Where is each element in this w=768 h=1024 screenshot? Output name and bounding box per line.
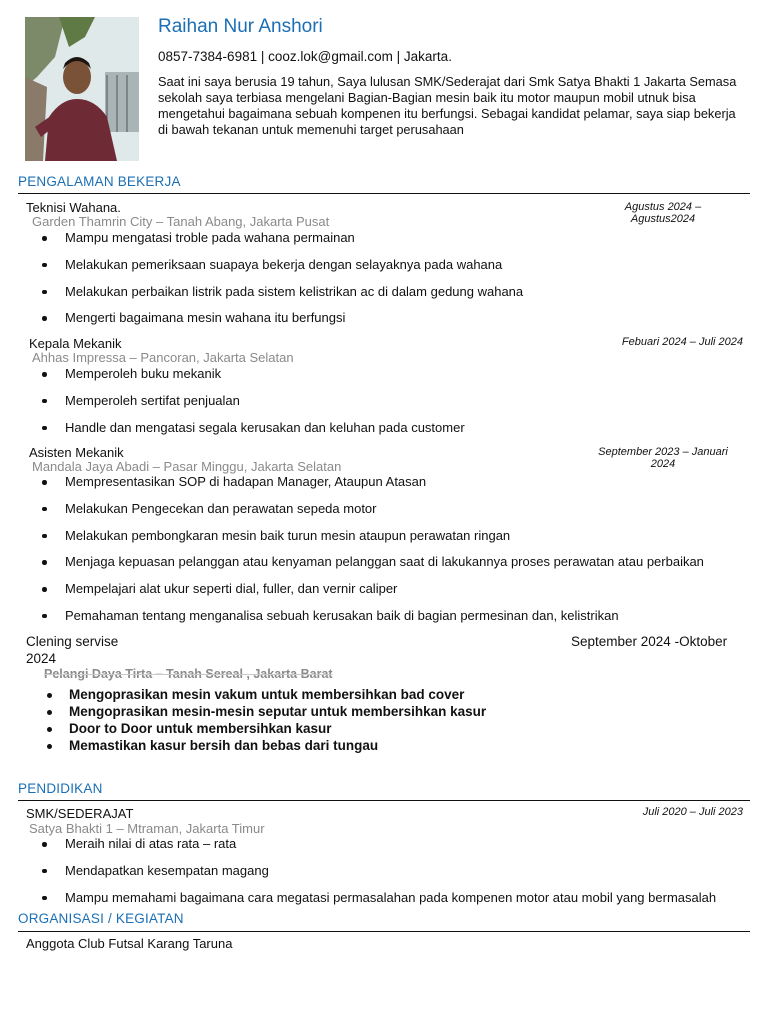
list-item: Menjaga kepuasan pelanggan atau kenyaman pelanggan saat di lakukannya proses perawatan atau perbaikan <box>30 554 755 581</box>
city: Jakarta <box>403 49 449 64</box>
list-item: Mengoprasikan mesin vakum untuk membersihkan bad cover <box>36 687 486 704</box>
job-company: Garden Thamrin City – Tanah Abang, Jakarta Pusat <box>32 214 330 229</box>
separator: | <box>260 49 269 64</box>
education-title: SMK/SEDERAJAT <box>26 806 134 821</box>
job-title: Asisten Mekanik <box>29 445 124 460</box>
list-item: Mengerti bagaimana mesin wahana itu berfungsi <box>30 310 755 337</box>
section-title-education: PENDIDIKAN <box>18 781 103 796</box>
organization-item: Anggota Club Futsal Karang Taruna <box>26 936 233 951</box>
job-date: September 2023 – Januari 2024 <box>598 446 728 470</box>
list-item: Mampu memahami bagaimana cara megatasi permasalahan pada kompenen motor atau mobil yang bermasalah <box>30 890 755 917</box>
list-item: Meraih nilai di atas rata – rata <box>30 836 755 863</box>
section-divider <box>18 193 750 194</box>
job-title: Teknisi Wahana. <box>26 200 121 215</box>
list-item: Memperoleh buku mekanik <box>30 366 755 393</box>
list-item: Melakukan pembongkaran mesin baik turun mesin ataupun perawatan ringan <box>30 528 755 555</box>
list-item: Memastikan kasur bersih dan bebas dari tungau <box>36 738 486 755</box>
job-bullets <box>30 230 755 337</box>
list-item: Door to Door untuk membersihkan kasur <box>36 721 486 738</box>
list-item: Mampu mengatasi troble pada wahana permainan <box>30 230 755 257</box>
list-item: Handle dan mengatasi segala kerusakan dan keluhan pada customer <box>30 420 755 447</box>
job-company: Mandala Jaya Abadi – Pasar Minggu, Jakarta Selatan <box>32 459 342 474</box>
job-date: Agustus 2024 – Agustus2024 <box>624 201 702 225</box>
job-date: Febuari 2024 – Juli 2024 <box>621 336 743 348</box>
list-item: Pemahaman tentang menganalisa sebuah kerusakan baik di bagian permesinan dan, kelistrikan <box>30 608 755 635</box>
job-bullets <box>30 474 755 635</box>
section-title-organization: ORGANISASI / KEGIATAN <box>18 911 184 926</box>
email-address: cooz.lok@gmail.com <box>268 49 393 64</box>
section-divider <box>18 931 750 932</box>
list-item: Melakukan Pengecekan dan perawatan sepeda motor <box>30 501 755 528</box>
education-bullets <box>30 836 755 916</box>
job-date-continued: 2024 <box>26 651 57 666</box>
list-item: Mempresentasikan SOP di hadapan Manager, Ataupun Atasan <box>30 474 755 501</box>
section-title-experience: PENGALAMAN BEKERJA <box>18 174 181 189</box>
job-title: Kepala Mekanik <box>29 336 122 351</box>
list-item: Mempelajari alat ukur seperti dial, fuller, dan vernir caliper <box>30 581 755 608</box>
list-item: Mengoprasikan mesin-mesin seputar untuk membersihkan kasur <box>36 704 486 721</box>
job-bullets <box>30 366 755 446</box>
job-date: September 2024 -Oktober <box>571 634 728 649</box>
list-item: Melakukan perbaikan listrik pada sistem kelistrikan ac di dalam gedung wahana <box>30 284 755 311</box>
job-bullets <box>36 687 486 755</box>
education-school: Satya Bhakti 1 – Mtraman, Jakarta Timur <box>29 821 265 836</box>
candidate-name: Raihan Nur Anshori <box>158 16 323 37</box>
list-item: Mendapatkan kesempatan magang <box>30 863 755 890</box>
list-item: Memperoleh sertifat penjualan <box>30 393 755 420</box>
contact-line: 0857-7384-6981 | cooz.lok@gmail.com | Jakarta. <box>158 49 452 64</box>
separator: | <box>396 49 404 64</box>
education-date: Juli 2020 – Juli 2023 <box>642 806 743 818</box>
section-divider <box>18 800 750 801</box>
job-title: Clening servise <box>26 634 119 649</box>
job-company: Pelangi Daya Tirta – Tanah Sereal , Jakarta Barat <box>44 667 333 681</box>
job-company: Ahhas Impressa – Pancoran, Jakarta Selatan <box>32 350 294 365</box>
phone-number: 0857-7384-6981 <box>158 49 258 64</box>
profile-photo <box>25 17 139 161</box>
list-item: Melakukan pemeriksaan suapaya bekerja dengan selayaknya pada wahana <box>30 257 755 284</box>
profile-summary: Saat ini saya berusia 19 tahun, Saya lulusan SMK/Sederajat dari Smk Satya Bhakti 1 Jakarta Semasa sekolah saya terbiasa mengelani Bagian-Bagian mesin baik itu motor maupun mobil utnuk bisa mengetahui bagaimana sebuah kompenen itu berfungsi. Sebagai kandidat pelamar, saya siap bekerja di bawah tekanan untuk memenuhi target perusahaan <box>158 74 737 137</box>
